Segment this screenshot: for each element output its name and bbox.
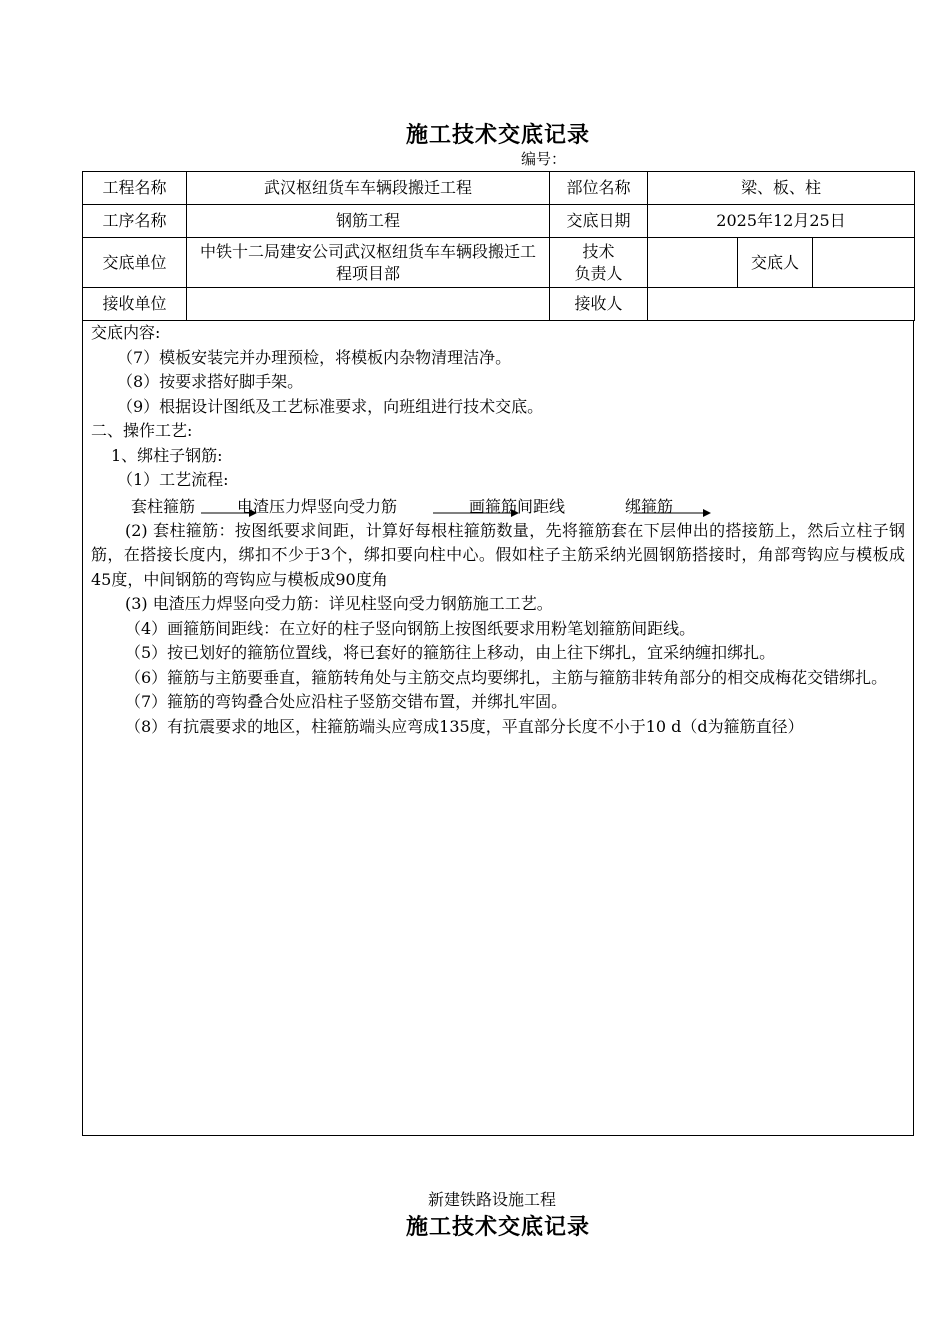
project-name-value: 武汉枢纽货车车辆段搬迁工程 (187, 172, 550, 205)
project-name-label: 工程名称 (83, 172, 187, 205)
content-paragraph: （7）箍筋的弯钩叠合处应沿柱子竖筋交错布置，并绑扎牢固。 (125, 692, 568, 711)
part-name-value: 梁、板、柱 (648, 172, 915, 205)
process-name-label: 工序名称 (83, 205, 187, 238)
serial-number-label: 编号： (521, 150, 567, 168)
issuer-person-label: 交底人 (738, 238, 813, 288)
content-heading: 交底内容: (91, 323, 161, 342)
flow-step-2: 电渣压力焊竖向受力筋 (237, 496, 398, 516)
process-name-value: 钢筋工程 (187, 205, 550, 238)
content-paragraph: （4）画箍筋间距线：在立好的柱子竖向钢筋上按图纸要求用粉笔划箍筋间距线。 (125, 618, 696, 638)
issuer-unit-value: 中铁十二局建安公司武汉枢纽货车车辆段搬迁工程项目部 (187, 238, 550, 288)
receiver-unit-value (187, 288, 550, 321)
part-name-label: 部位名称 (550, 172, 648, 205)
issuer-unit-label: 交底单位 (83, 238, 187, 288)
flow-step-4: 绑箍筋 (625, 496, 674, 516)
process-flow (91, 495, 905, 519)
issuer-person-value (813, 238, 915, 288)
receiver-person-value (648, 288, 915, 321)
content-paragraph: (3) 电渣压力焊竖向受力筋：详见柱竖向受力钢筋施工工艺。 (125, 594, 553, 613)
tech-lead-label-line1: 技术 (582, 241, 615, 261)
content-box (82, 320, 914, 1136)
date-value: 2025年12月25日 (648, 205, 915, 238)
content-paragraph: （8）有抗震要求的地区，柱箍筋端头应弯成135度，平直部分长度不小于10 d（d为箍筋直径） (125, 716, 804, 736)
content-line: （9）根据设计图纸及工艺标准要求，向班组进行技术交底。 (117, 396, 544, 416)
content-paragraph: （5）按已划好的箍筋位置线，将已套好的箍筋往上移动，由上往下绑扎，宜采纳缠扣绑扎。 (125, 643, 776, 662)
subsection-heading: 1、绑柱子钢筋: (111, 445, 223, 465)
tech-lead-value (648, 238, 738, 288)
receiver-unit-label: 接收单位 (83, 288, 187, 321)
date-label: 交底日期 (550, 205, 648, 238)
content-paragraph: (2) 套柱箍筋：按图纸要求间距，计算好每根柱箍筋数量，先将箍筋套在下层伸出的搭接筋上，然后立柱子钢筋，在搭接长度内，绑扣不少于3个，绑扣要向柱中心。假如柱子主筋采纳光圆钢筋搭接时，角部弯钩应与模板成45度，中间钢筋的弯钩应与模板成90度角 (91, 520, 905, 589)
document-title: 施工技术交底记录 (405, 122, 590, 148)
flow-step-1: 套柱箍筋 (131, 496, 196, 516)
receiver-person-label: 接收人 (550, 288, 648, 321)
tech-lead-label (550, 238, 648, 288)
info-table (82, 171, 915, 321)
flow-step-3: 画箍筋间距线 (469, 496, 566, 516)
content-line: （7）模板安装完并办理预检，将模板内杂物清理洁净。 (117, 347, 512, 367)
footer-organization: 新建铁路设施工程 (427, 1190, 556, 1209)
next-page-title: 施工技术交底记录 (405, 1214, 590, 1240)
content-paragraph: （6）箍筋与主筋要垂直，箍筋转角处与主筋交点均要绑扎，主筋与箍筋非转角部分的相交成梅花交错绑扎。 (125, 667, 888, 687)
content-line: （8）按要求搭好脚手架。 (117, 372, 304, 391)
tech-lead-label-line2: 负责人 (574, 263, 623, 283)
flow-heading: （1）工艺流程: (117, 470, 229, 489)
section-heading: 二、操作工艺: (91, 421, 193, 440)
